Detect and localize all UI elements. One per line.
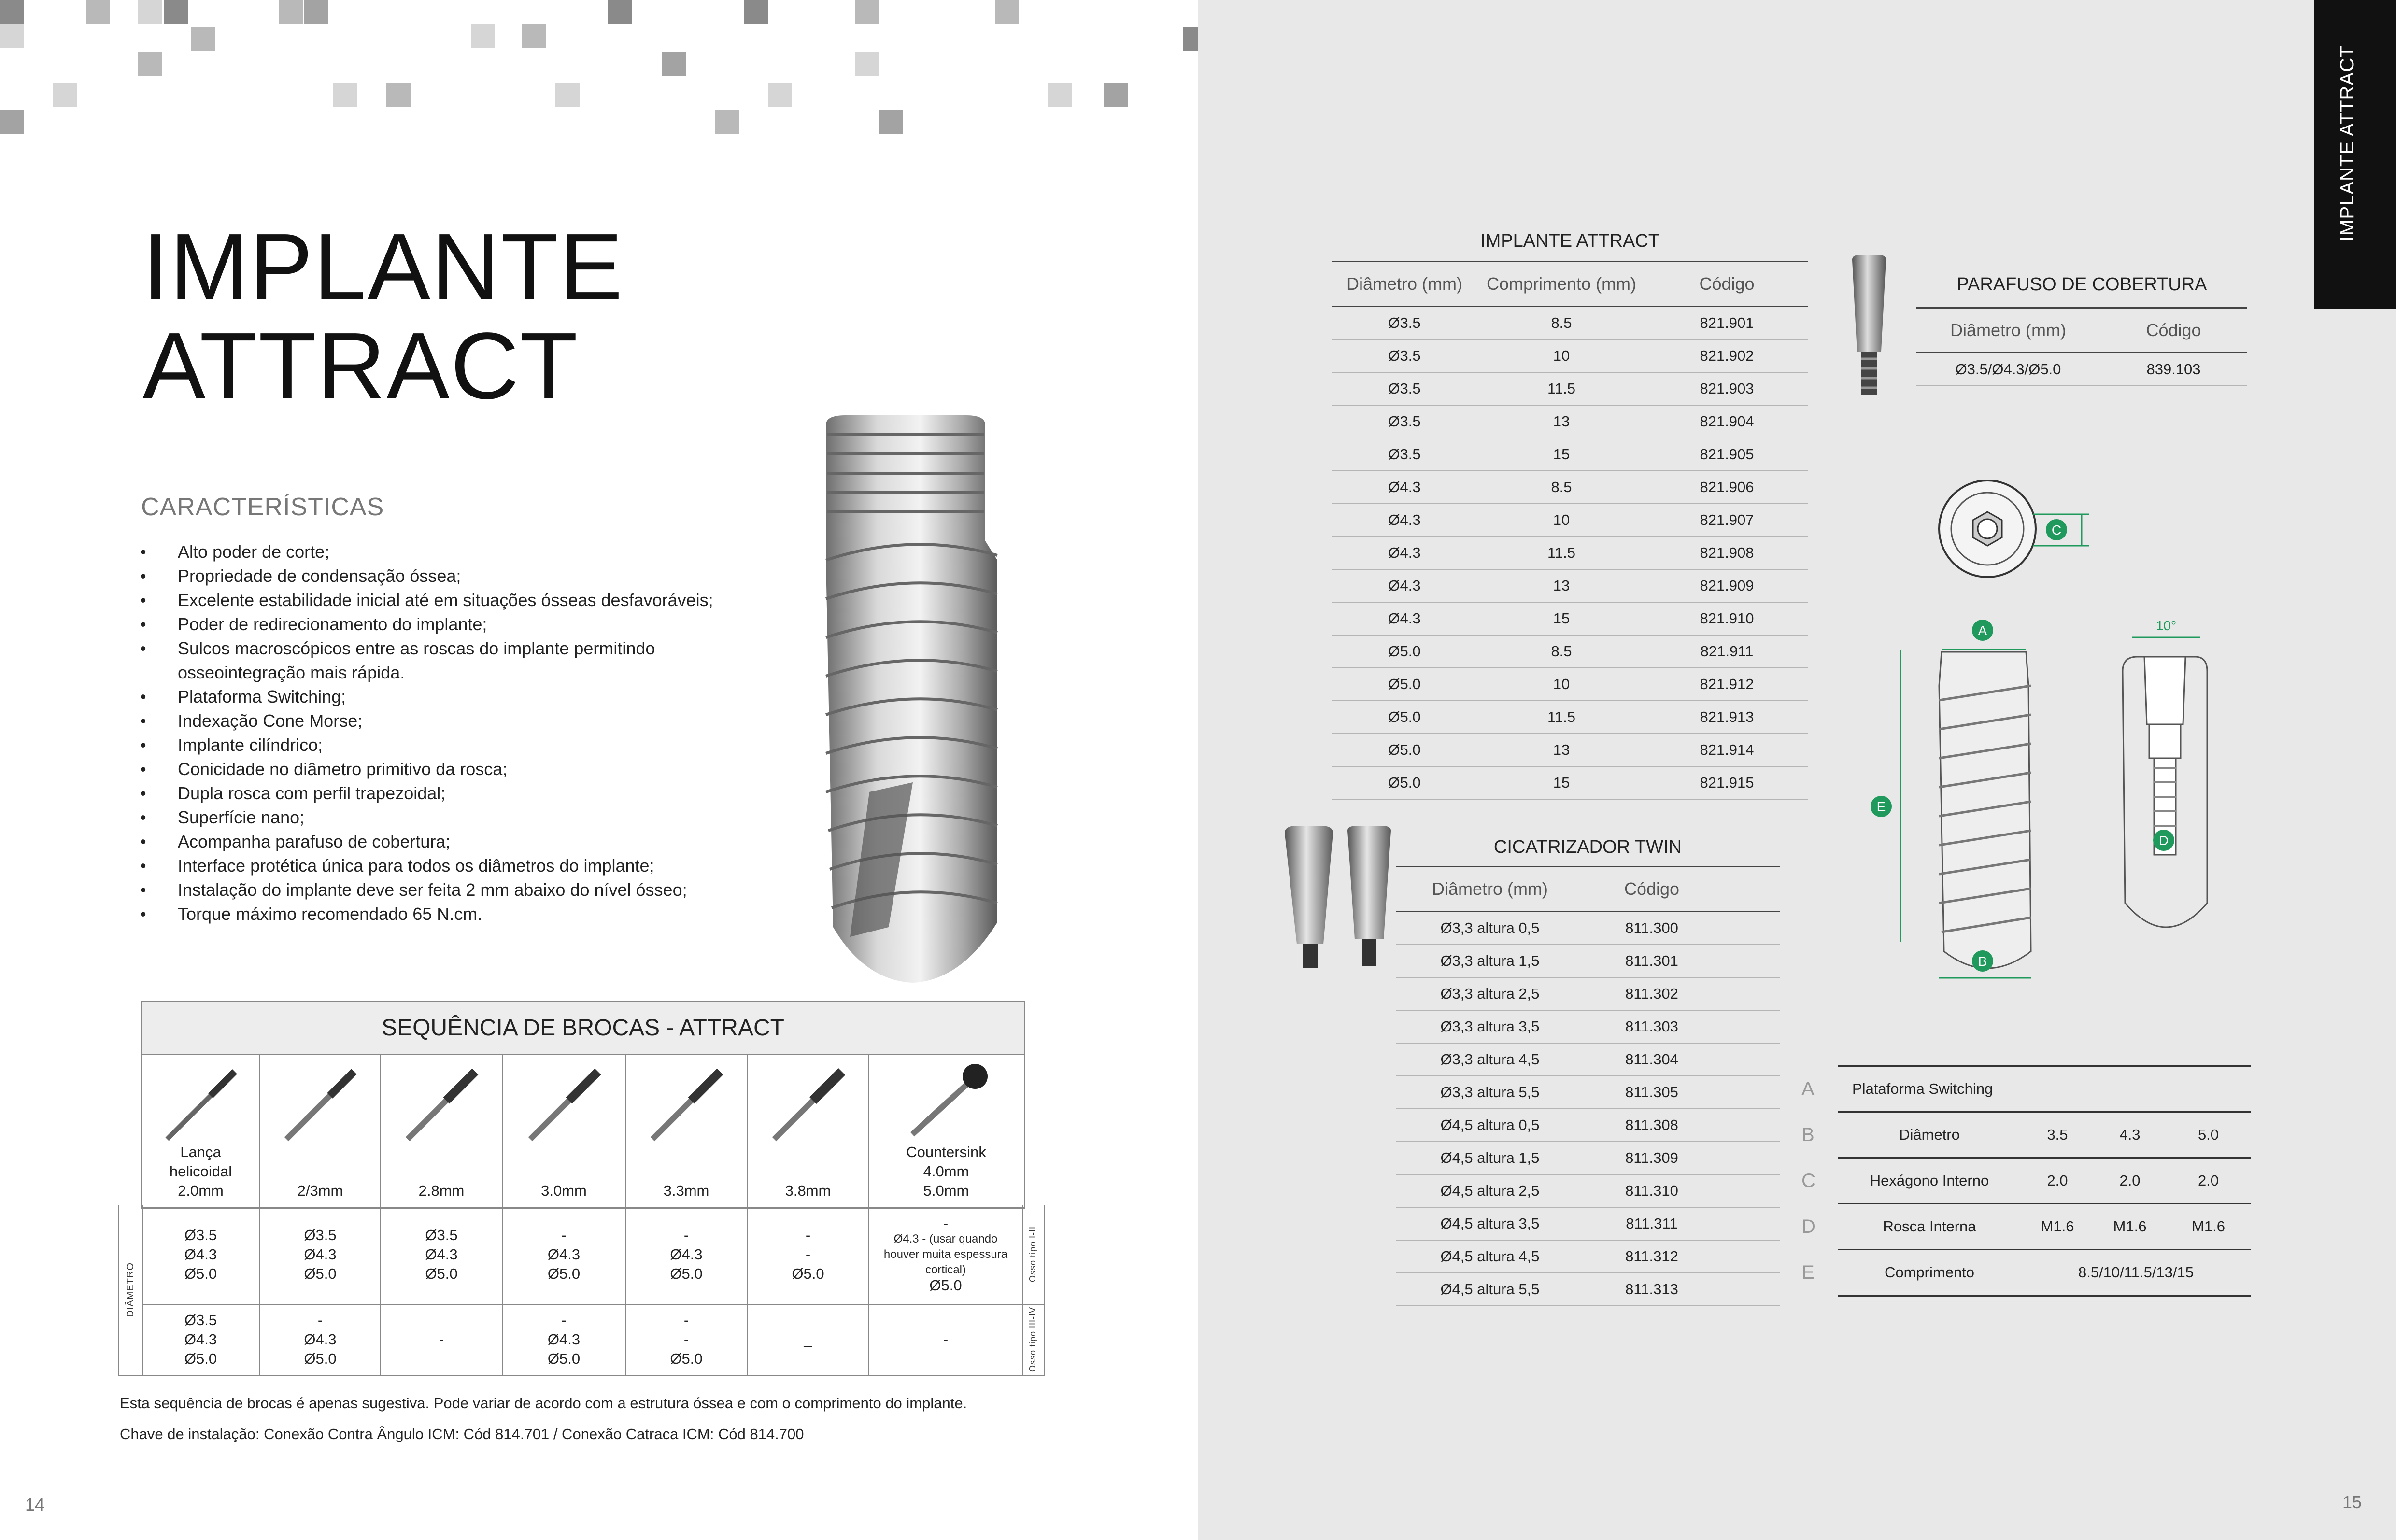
healer-table-cell: Ø3,3 altura 0,5 bbox=[1440, 919, 1540, 936]
implant-table-cell: 821.902 bbox=[1700, 347, 1754, 364]
implant-table-row bbox=[1332, 307, 1808, 340]
drill-col bbox=[748, 1055, 869, 1207]
healer-table-row bbox=[1396, 1044, 1780, 1076]
implant-table-cell: 15 bbox=[1553, 446, 1570, 463]
healer-table-cell: 811.304 bbox=[1625, 1051, 1678, 1068]
healer-table-row bbox=[1396, 1076, 1780, 1109]
implant-top-view-diagram bbox=[1929, 476, 2094, 587]
drill-label: helicoidal bbox=[169, 1163, 232, 1180]
spec-table bbox=[1801, 1065, 2251, 1297]
bone-type-label: Osso tipo I-II bbox=[1028, 1226, 1037, 1283]
spec-letter: A bbox=[1801, 1078, 1815, 1100]
drill-cell: Ø3.5 Ø4.3 Ø5.0 bbox=[142, 1205, 260, 1304]
cover-screw-row: Ø3.5/Ø4.3/Ø5.0 839.103 bbox=[1916, 353, 2247, 386]
drill-columns bbox=[142, 1055, 1024, 1208]
drill-cell: Ø3.5 Ø4.3 Ø5.0 bbox=[381, 1205, 503, 1304]
implant-table-cell: 821.911 bbox=[1700, 643, 1754, 660]
bone-type-row-2 bbox=[142, 1304, 1044, 1375]
implant-photo bbox=[816, 415, 1009, 985]
diameter-side-label-cell bbox=[119, 1205, 143, 1375]
implant-table-cell: 15 bbox=[1553, 774, 1570, 791]
healer-table-body bbox=[1396, 912, 1780, 1306]
drill-label: Countersink bbox=[906, 1144, 986, 1160]
drill-bit-icon bbox=[760, 1062, 856, 1144]
implant-table-cell: 15 bbox=[1553, 610, 1570, 627]
healer-twin-image bbox=[1275, 823, 1396, 973]
implant-table-cell: 821.915 bbox=[1700, 774, 1754, 791]
drill-table-title: SEQUÊNCIA DE BROCAS - ATTRACT bbox=[142, 1002, 1024, 1055]
healer-table-cell: Ø4,5 altura 4,5 bbox=[1440, 1248, 1540, 1265]
implant-table-cell: Ø4.3 bbox=[1388, 511, 1421, 528]
implant-table-row bbox=[1332, 701, 1808, 734]
feature-item: • Implante cilíndrico; bbox=[140, 733, 768, 757]
healer-table-cell: 811.310 bbox=[1625, 1182, 1678, 1199]
drill-label: 5.0mm bbox=[923, 1182, 969, 1199]
countersink-icon bbox=[898, 1062, 994, 1144]
healer-table bbox=[1396, 828, 1780, 1306]
implant-table-cell: 13 bbox=[1553, 741, 1570, 758]
implant-table-cell: 10 bbox=[1553, 347, 1570, 364]
healer-table-cell: Ø3,3 altura 4,5 bbox=[1440, 1051, 1540, 1068]
feature-item: • Interface protética única para todos os diâmetros do implante; bbox=[140, 854, 768, 878]
drill-label: 2/3mm bbox=[297, 1182, 343, 1199]
implant-table-cell: 821.904 bbox=[1700, 413, 1754, 430]
implant-table-cell: Ø3.5 bbox=[1388, 314, 1421, 331]
implant-table-cell: 8.5 bbox=[1551, 479, 1572, 495]
implant-table-cell: Ø4.3 bbox=[1388, 610, 1421, 627]
implant-table-cell: 821.909 bbox=[1700, 577, 1754, 594]
healer-table-cell: 811.300 bbox=[1625, 919, 1678, 936]
spec-row-e: E Comprimento 8.5/10/11.5/13/15 bbox=[1838, 1249, 2251, 1297]
spec-letter: E bbox=[1801, 1261, 1815, 1283]
implant-table-cell: 10 bbox=[1553, 676, 1570, 692]
healer-table-title: CICATRIZADOR TWIN bbox=[1493, 837, 1682, 857]
diagram-label-a: A bbox=[1978, 623, 1987, 638]
implant-table-cell: Ø4.3 bbox=[1388, 544, 1421, 561]
implant-table-cell: 821.907 bbox=[1700, 511, 1754, 528]
healer-table-row bbox=[1396, 978, 1780, 1011]
col-header: Comprimento (mm) bbox=[1486, 274, 1637, 294]
features-list bbox=[140, 540, 768, 926]
drill-cell: _ bbox=[748, 1304, 869, 1375]
col-header: Diâmetro (mm) bbox=[1347, 274, 1462, 294]
drill-col bbox=[142, 1055, 260, 1207]
drill-cell: - - Ø5.0 bbox=[626, 1304, 748, 1375]
healer-table-row bbox=[1396, 1241, 1780, 1273]
feature-item: • Acompanha parafuso de cobertura; bbox=[140, 830, 768, 854]
feature-item: • Instalação do implante deve ser feita 2 mm abaixo do nível ósseo; bbox=[140, 878, 768, 902]
implant-table-cell: Ø5.0 bbox=[1388, 643, 1421, 660]
implant-table-cell: 11.5 bbox=[1547, 544, 1576, 561]
drill-bit-icon bbox=[393, 1062, 490, 1144]
drill-diameter-grid bbox=[118, 1205, 1045, 1376]
healer-table-row bbox=[1396, 1208, 1780, 1241]
spec-letter: C bbox=[1801, 1170, 1815, 1191]
drill-col bbox=[503, 1055, 626, 1207]
drill-cell: - - Ø5.0 bbox=[748, 1205, 869, 1304]
drill-col bbox=[626, 1055, 748, 1207]
spec-row-c: C Hexágono Interno 2.0 2.0 2.0 bbox=[1838, 1157, 2251, 1203]
drill-sequence-table bbox=[141, 1001, 1025, 1209]
drill-cell: - Ø4.3 Ø5.0 bbox=[503, 1304, 626, 1375]
feature-item: • Torque máximo recomendado 65 N.cm. bbox=[140, 902, 768, 926]
healer-table-cell: Ø3,3 altura 2,5 bbox=[1440, 985, 1540, 1002]
implant-side-diagram bbox=[1862, 613, 2210, 1000]
drill-cell: Ø3.5 Ø4.3 Ø5.0 bbox=[142, 1304, 260, 1375]
healer-table-cell: Ø3,3 altura 3,5 bbox=[1440, 1018, 1540, 1035]
healer-table-cell: 811.312 bbox=[1625, 1248, 1678, 1265]
healer-table-cell: 811.309 bbox=[1625, 1149, 1678, 1166]
implant-table-cell: 821.905 bbox=[1700, 446, 1754, 463]
page-title bbox=[142, 214, 624, 419]
drill-label: 4.0mm bbox=[923, 1163, 969, 1180]
installation-key-note: Chave de instalação: Conexão Contra Ângulo ICM: Cód 814.701 / Conexão Catraca ICM: Cód 814.700 bbox=[120, 1426, 804, 1442]
spec-row-d: D Rosca Interna M1.6 M1.6 M1.6 bbox=[1838, 1203, 2251, 1249]
cover-screw-table bbox=[1916, 274, 2247, 386]
implant-table-cell: Ø3.5 bbox=[1388, 446, 1421, 463]
healer-table-cell: Ø4,5 altura 2,5 bbox=[1440, 1182, 1540, 1199]
diagram-label-d: D bbox=[2158, 833, 2169, 848]
spec-row-a: A Plataforma Switching bbox=[1838, 1065, 2251, 1111]
healer-table-cell: Ø4,5 altura 3,5 bbox=[1440, 1215, 1540, 1232]
diagram-label-b: B bbox=[1978, 954, 1987, 969]
bone-type-label-cell bbox=[1023, 1205, 1044, 1304]
drill-bit-icon bbox=[272, 1062, 369, 1144]
col-header: Código bbox=[2146, 320, 2201, 340]
healer-table-cell: 811.313 bbox=[1625, 1281, 1678, 1298]
implant-table bbox=[1332, 231, 1808, 800]
page-number-right: 15 bbox=[2342, 1492, 2362, 1512]
features-title: CARACTERÍSTICAS bbox=[141, 493, 384, 521]
col-header: Código bbox=[1699, 274, 1755, 294]
feature-item: • Plataforma Switching; bbox=[140, 685, 768, 709]
implant-table-cell: 821.901 bbox=[1700, 314, 1754, 331]
diameter-side-label: DIÂMETRO bbox=[125, 1262, 136, 1317]
implant-table-cell: 821.903 bbox=[1700, 380, 1754, 397]
healer-table-cell: Ø4,5 altura 0,5 bbox=[1440, 1116, 1540, 1133]
drill-bit-icon bbox=[638, 1062, 735, 1144]
drill-label: 3.0mm bbox=[541, 1182, 587, 1199]
page-number-left: 14 bbox=[25, 1495, 45, 1514]
drill-cell: - Ø4.3 - (usar quando houver muita espessura cortical) Ø5.0 bbox=[869, 1205, 1023, 1304]
implant-table-row bbox=[1332, 734, 1808, 767]
implant-table-row bbox=[1332, 636, 1808, 668]
healer-table-cell: Ø4,5 altura 5,5 bbox=[1440, 1281, 1540, 1298]
implant-table-cell: Ø5.0 bbox=[1388, 741, 1421, 758]
implant-table-cell: Ø5.0 bbox=[1388, 676, 1421, 692]
healer-table-cell: 811.311 bbox=[1626, 1215, 1678, 1232]
drill-col bbox=[260, 1055, 381, 1207]
drill-cell: - Ø4.3 Ø5.0 bbox=[626, 1205, 748, 1304]
drill-cell: Ø3.5 Ø4.3 Ø5.0 bbox=[260, 1205, 381, 1304]
title-line-2: ATTRACT bbox=[142, 313, 579, 419]
implant-table-row bbox=[1332, 570, 1808, 603]
drill-col bbox=[381, 1055, 503, 1207]
implant-table-row bbox=[1332, 504, 1808, 537]
healer-table-cell: 811.302 bbox=[1625, 985, 1678, 1002]
implant-table-cell: 821.910 bbox=[1700, 610, 1754, 627]
healer-table-row bbox=[1396, 1011, 1780, 1044]
drill-label: Lança bbox=[180, 1144, 221, 1160]
implant-table-title: IMPLANTE ATTRACT bbox=[1480, 231, 1659, 251]
spec-letter: B bbox=[1801, 1124, 1815, 1145]
drill-bit-icon bbox=[516, 1062, 612, 1144]
feature-item: • Propriedade de condensação óssea; bbox=[140, 564, 768, 588]
implant-table-body bbox=[1332, 307, 1808, 800]
section-tab-label: IMPLANTE ATTRACT bbox=[2337, 45, 2358, 241]
spec-row-b: B Diâmetro 3.5 4.3 5.0 bbox=[1838, 1111, 2251, 1157]
bone-type-label: Osso tipo III-IV bbox=[1028, 1306, 1037, 1372]
implant-table-cell: Ø5.0 bbox=[1388, 774, 1421, 791]
implant-table-cell: 8.5 bbox=[1551, 314, 1572, 331]
healer-table-row bbox=[1396, 1273, 1780, 1306]
drill-note: Esta sequência de brocas é apenas sugestiva. Pode variar de acordo com a estrutura óssea e com o comprimento do implante. bbox=[120, 1395, 967, 1412]
feature-item: • Indexação Cone Morse; bbox=[140, 709, 768, 733]
feature-item: • Excelente estabilidade inicial até em situações ósseas desfavoráveis; bbox=[140, 588, 768, 612]
spec-letter: D bbox=[1801, 1215, 1815, 1237]
implant-table-row bbox=[1332, 471, 1808, 504]
col-header: Diâmetro (mm) bbox=[1950, 320, 2066, 340]
drill-col bbox=[869, 1055, 1023, 1207]
implant-table-row bbox=[1332, 668, 1808, 701]
implant-table-cell: Ø3.5 bbox=[1388, 413, 1421, 430]
drill-label: 2.0mm bbox=[178, 1182, 224, 1199]
implant-table-cell: 11.5 bbox=[1547, 380, 1576, 397]
drill-cell: - bbox=[869, 1304, 1023, 1375]
implant-table-row bbox=[1332, 767, 1808, 800]
healer-table-row bbox=[1396, 912, 1780, 945]
implant-table-cell: 821.906 bbox=[1700, 479, 1754, 495]
implant-table-row bbox=[1332, 603, 1808, 636]
healer-table-row bbox=[1396, 1175, 1780, 1208]
implant-table-header bbox=[1332, 261, 1808, 307]
implant-table-cell: 13 bbox=[1553, 413, 1570, 430]
drill-bit-icon bbox=[153, 1062, 249, 1144]
healer-table-cell: 811.301 bbox=[1625, 952, 1678, 969]
feature-item: • Conicidade no diâmetro primitivo da rosca; bbox=[140, 757, 768, 781]
implant-table-cell: 821.908 bbox=[1700, 544, 1754, 561]
cover-screw-image bbox=[1847, 255, 1891, 400]
decorative-pattern bbox=[0, 0, 1198, 135]
col-header: Código bbox=[1624, 879, 1680, 899]
implant-table-row bbox=[1332, 537, 1808, 570]
drill-cell: - Ø4.3 Ø5.0 bbox=[503, 1205, 626, 1304]
implant-table-cell: 13 bbox=[1553, 577, 1570, 594]
diagram-angle-label: 10° bbox=[2155, 618, 2177, 633]
healer-table-cell: Ø4,5 altura 1,5 bbox=[1440, 1149, 1540, 1166]
title-line-1: IMPLANTE bbox=[142, 214, 624, 320]
feature-item: • Superfície nano; bbox=[140, 805, 768, 830]
implant-table-cell: Ø4.3 bbox=[1388, 577, 1421, 594]
drill-label: 2.8mm bbox=[418, 1182, 465, 1199]
implant-table-cell: 10 bbox=[1553, 511, 1570, 528]
implant-table-cell: 821.912 bbox=[1700, 676, 1754, 692]
diagram-label-e: E bbox=[1876, 799, 1886, 814]
healer-table-cell: Ø3,3 altura 5,5 bbox=[1440, 1084, 1540, 1101]
feature-item: • Dupla rosca com perfil trapezoidal; bbox=[140, 781, 768, 805]
feature-item: • Sulcos macroscópicos entre as roscas do implante permitindo osseointegração mais rápida. bbox=[140, 636, 661, 685]
healer-table-cell: 811.303 bbox=[1625, 1018, 1678, 1035]
col-header: Diâmetro (mm) bbox=[1432, 879, 1548, 899]
implant-table-cell: Ø3.5 bbox=[1388, 380, 1421, 397]
bone-type-label-cell bbox=[1023, 1304, 1044, 1375]
drill-label: 3.3mm bbox=[663, 1182, 709, 1199]
bone-type-row-1 bbox=[142, 1205, 1044, 1305]
healer-table-cell: 811.308 bbox=[1625, 1116, 1678, 1133]
healer-table-row bbox=[1396, 1142, 1780, 1175]
implant-table-cell: Ø3.5 bbox=[1388, 347, 1421, 364]
implant-table-row bbox=[1332, 373, 1808, 406]
drill-label: 3.8mm bbox=[785, 1182, 831, 1199]
healer-table-cell: Ø3,3 altura 1,5 bbox=[1440, 952, 1540, 969]
drill-cell: - Ø4.3 Ø5.0 bbox=[260, 1304, 381, 1375]
diagram-label-c: C bbox=[2051, 523, 2062, 537]
implant-table-row bbox=[1332, 340, 1808, 373]
implant-table-cell: 8.5 bbox=[1551, 643, 1572, 660]
implant-table-cell: Ø4.3 bbox=[1388, 479, 1421, 495]
healer-table-header bbox=[1396, 866, 1780, 912]
feature-item: • Alto poder de corte; bbox=[140, 540, 768, 564]
feature-item: • Poder de redirecionamento do implante; bbox=[140, 612, 768, 636]
healer-table-row bbox=[1396, 1109, 1780, 1142]
drill-cell: - bbox=[381, 1304, 503, 1375]
cover-screw-header bbox=[1916, 307, 2247, 353]
implant-table-row bbox=[1332, 438, 1808, 471]
implant-table-cell: 11.5 bbox=[1547, 708, 1576, 725]
implant-table-row bbox=[1332, 406, 1808, 438]
implant-table-cell: 821.914 bbox=[1700, 741, 1754, 758]
cover-screw-table-title: PARAFUSO DE COBERTURA bbox=[1956, 274, 2207, 295]
implant-table-cell: Ø5.0 bbox=[1388, 708, 1421, 725]
implant-table-cell: 821.913 bbox=[1700, 708, 1754, 725]
healer-table-cell: 811.305 bbox=[1625, 1084, 1678, 1101]
healer-table-row bbox=[1396, 945, 1780, 978]
